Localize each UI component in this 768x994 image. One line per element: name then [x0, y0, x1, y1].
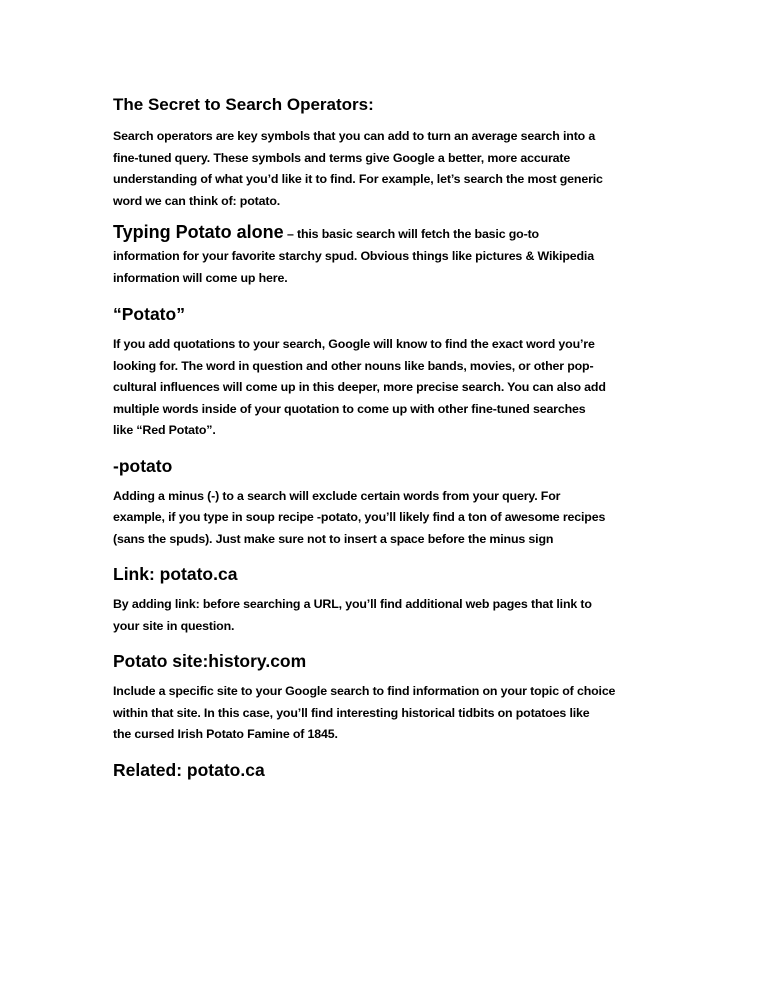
page-title: The Secret to Search Operators:	[113, 95, 374, 114]
typing-heading-lead: Typing Potato alone	[113, 222, 284, 242]
quotes-line: like “Red Potato”.	[113, 423, 216, 437]
spacer	[113, 212, 668, 220]
site-line: the cursed Irish Potato Famine of 1845.	[113, 727, 338, 741]
spacer	[113, 442, 668, 454]
spacer	[113, 637, 668, 649]
minus-heading: -potato	[113, 455, 173, 476]
spacer	[113, 326, 668, 334]
quotes-line: multiple words inside of your quotation to come up with other fine-tuned searches	[113, 401, 586, 416]
intro-line: understanding of what you’d like it to find. For example, let’s search the most generic	[113, 172, 603, 186]
minus-line: example, if you type in soup recipe -potato, you’ll likely find a ton of awesome recipes	[113, 510, 606, 524]
quotes-line: If you add quotations to your search, Google will know to find the exact word you’re	[113, 337, 595, 351]
minus-line: Adding a minus (-) to a search will exclude certain words from your query. For	[113, 488, 561, 503]
typing-section	[113, 220, 668, 289]
spacer	[113, 586, 668, 594]
typing-line: information for your favorite starchy spud. Obvious things like pictures & Wikipedia	[113, 249, 594, 263]
minus-section	[113, 454, 668, 551]
site-section	[113, 649, 668, 746]
intro-line: word we can think of: potato.	[113, 193, 281, 208]
spacer	[113, 289, 668, 302]
typing-line: information will come up here.	[113, 270, 288, 285]
intro-line: Search operators are key symbols that you can add to turn an average search into a	[113, 129, 596, 143]
link-line: By adding link: before searching a URL, you’ll find additional web pages that link to	[113, 597, 592, 611]
spacer	[113, 478, 668, 486]
typing-heading	[113, 220, 668, 246]
intro-section	[113, 126, 668, 212]
quotes-line: cultural influences will come up in this deeper, more precise search. You can also add	[113, 380, 606, 394]
quotes-section	[113, 302, 668, 442]
spacer	[113, 550, 668, 562]
intro-line: fine-tuned query. These symbols and terms give Google a better, more accurate	[113, 150, 571, 165]
link-heading: Link: potato.ca	[113, 564, 238, 584]
link-section	[113, 562, 668, 637]
minus-line: (sans the spuds). Just make sure not to insert a space before the minus sign	[113, 531, 554, 546]
quotes-heading: “Potato”	[113, 304, 185, 324]
link-line: your site in question.	[113, 618, 235, 633]
document-content	[113, 93, 668, 782]
quotes-line: looking for. The word in question and other nouns like bands, movies, or other pop-	[113, 358, 594, 373]
spacer	[113, 746, 668, 758]
site-line: within that site. In this case, you’ll find interesting historical tidbits on potatoes like	[113, 705, 590, 720]
site-heading: Potato site:history.com	[113, 651, 307, 671]
site-line: Include a specific site to your Google search to find information on your topic of choice	[113, 684, 616, 698]
spacer	[113, 673, 668, 681]
typing-heading-rest: – this basic search will fetch the basic go-to	[283, 227, 539, 241]
related-section	[113, 758, 668, 782]
related-heading: Related: potato.ca	[113, 759, 265, 780]
